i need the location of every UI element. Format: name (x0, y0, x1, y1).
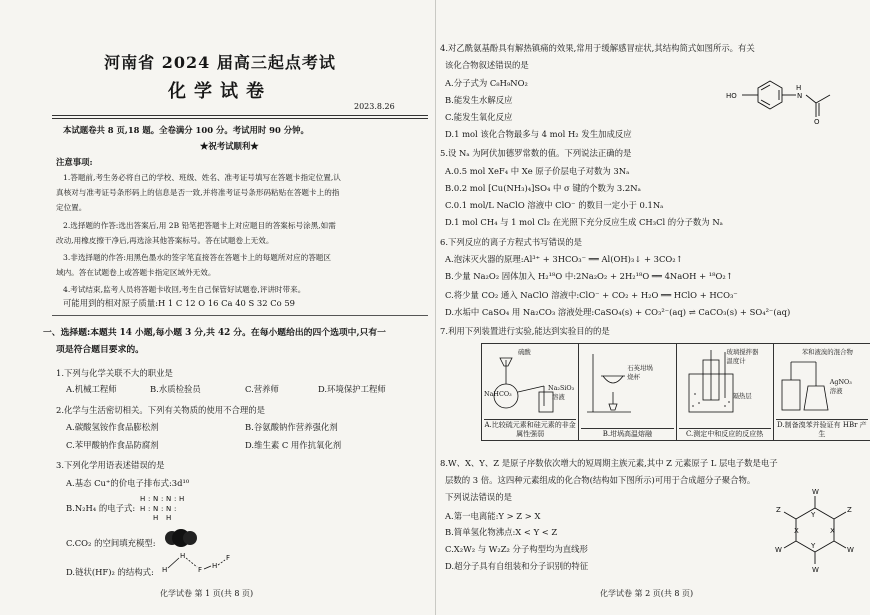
page-footer: 化学试卷 第 1 页(共 8 页) (160, 589, 254, 598)
apparatus-d-icon (776, 346, 870, 418)
option-c: C.能发生氧化反应 (445, 112, 513, 122)
note-line: 3.非选择题的作答:用黑色墨水的签字笔直接答在答题卡上的每题所对应的答题区 (63, 253, 331, 262)
note-line: 真核对与准考证号条形码上的信息是否一致,并将准考证号条形码粘贴在答题卡上的指 (56, 188, 340, 197)
svg-text::: : (148, 505, 151, 513)
option-a: A.基态 Cu⁺的价电子排布式:3d¹⁰ (66, 478, 190, 488)
hf-hydrogen-bond-diagram (160, 550, 240, 576)
label-item-2: 温度计 (726, 357, 746, 365)
left-page (0, 0, 430, 615)
svg-text:H: H (140, 505, 146, 513)
svg-text:F: F (226, 554, 231, 562)
option-b: B.少量 Na₂O₂ 固体加入 H₂¹⁸O 中:2Na₂O₂ + 2H₂¹⁸O ══ 4NaOH + ¹⁸O₂↑ (445, 271, 733, 281)
note-line: 2.选择题的作答:选出答案后,用 2B 铅笔把答题卡上对应题目的答案标号涂黑,如需 (63, 221, 336, 230)
question-8: 8.W、X、Y、Z 是原子序数依次增大的短周期主族元素,其中 Z 元素原子 L 层电子数是电子 (440, 458, 778, 468)
option-c: C.将少量 CO₂ 通入 NaClO 溶液中:ClO⁻ + CO₂ + H₂O ══ HClO + HCO₃⁻ (445, 290, 738, 300)
option-d: D.水垢中 CaSO₄ 用 Na₂CO₃ 溶液处理:CaSO₄(s) + CO₃²⁻(aq) ⇌ CaCO₃(s) + SO₄²⁻(aq) (445, 307, 791, 317)
svg-text::: : (174, 505, 177, 513)
svg-text:H: H (153, 514, 159, 522)
svg-text:Z: Z (776, 506, 781, 514)
svg-text:H: H (162, 566, 168, 574)
svg-text:N: N (797, 92, 803, 100)
section-rule (52, 315, 428, 316)
option-b: B.能发生水解反应 (445, 95, 513, 105)
note-line: 定位置。 (56, 203, 87, 212)
option-a: A.第一电离能:Y > Z > X (445, 511, 541, 521)
question-1: 1.下列与化学关联不大的职业是 (56, 368, 173, 378)
svg-text:N: N (166, 505, 172, 513)
option-c: C.0.1 mol/L NaClO 溶液中 ClO⁻ 的数目一定小于 0.1Nₐ (445, 200, 664, 210)
section-heading-cont: 项是符合题目要求的。 (56, 345, 144, 355)
option-d: D.维生素 C 用作抗氧化剂 (245, 440, 342, 450)
label-item: 石英坩埚 (627, 364, 653, 372)
question-8-cont: 层数的 3 倍。这四种元素组成的化合物(结构如下图所示)可用于合成超分子聚合物。 (445, 475, 756, 485)
option-d: D.1 mol 该化合物最多与 4 mol H₂ 发生加成反应 (445, 129, 632, 139)
svg-text:X: X (830, 527, 835, 535)
figure-b (579, 344, 676, 440)
label-acid: 硫酸 (518, 348, 531, 356)
note-line: 4.考试结束,监考人员将答题卡收回,考生自己保管好试题卷,评讲时带来。 (63, 285, 306, 294)
label-item: 苯和液溴的混合物 (801, 348, 853, 356)
option-a: A.泡沫灭火器的原理:Al³⁺ + 3HCO₃⁻ ══ Al(OH)₃↓ + 3CO₂↑ (445, 254, 683, 264)
svg-text:X: X (794, 527, 799, 535)
experiment-figures (481, 343, 870, 441)
option-b: B.水质检验员 (150, 384, 201, 394)
n2h4-electron-structure (138, 494, 188, 522)
svg-text:W: W (812, 566, 819, 574)
svg-text:Z: Z (847, 506, 852, 514)
svg-text:Y: Y (811, 542, 816, 550)
option-c: C.苯甲酸钠作食品防腐剂 (66, 440, 159, 450)
option-b: B.谷氨酸钠作营养强化剂 (245, 422, 338, 432)
option-a: A.碳酸氢铵作食品膨松剂 (66, 422, 159, 432)
notes-heading: 注意事项: (56, 157, 93, 167)
svg-text:F: F (198, 566, 203, 574)
svg-text:HO: HO (726, 92, 737, 100)
svg-text:N: N (166, 495, 172, 503)
figure-c (677, 344, 774, 440)
option-c: C.X₂W₂ 与 W₂Z₂ 分子构型均为直线形 (445, 544, 588, 554)
svg-text:H: H (166, 514, 172, 522)
label-solution-2: 溶液 (552, 393, 565, 401)
option-a: A.机械工程师 (66, 384, 117, 394)
exam-date: 2023.8.26 (354, 102, 395, 111)
svg-text:Y: Y (811, 511, 816, 519)
header-rule (52, 115, 428, 116)
option-c: C.营养师 (245, 384, 279, 394)
question-5: 5.设 Nₐ 为阿伏加德罗常数的值。下列说法正确的是 (440, 148, 632, 158)
svg-text::: : (148, 495, 151, 503)
question-8-prompt: 下列说法错误的是 (445, 492, 512, 502)
svg-text:N: N (153, 505, 159, 513)
svg-text::: : (161, 495, 164, 503)
label-item: 玻璃搅拌器 (726, 348, 759, 356)
label-item-3: 溶液 (829, 387, 843, 395)
note-line: 改动,用橡皮擦干净后,再选涂其他答案标号。答在试题卷上无效。 (56, 236, 274, 245)
exam-subject: 化学试卷 (168, 81, 272, 102)
svg-text::: : (174, 495, 177, 503)
label-item-2: AgNO₃ (829, 378, 852, 386)
svg-text:W: W (847, 546, 854, 554)
svg-text:N: N (153, 495, 159, 503)
section-heading: 一、选择题:本题共 14 小题,每小题 3 分,共 42 分。在每小题给出的四个选项中,只有一 (43, 328, 386, 338)
question-7: 7.利用下列装置进行实验,能达到实验目的的是 (440, 326, 610, 336)
svg-text:W: W (812, 488, 819, 496)
option-d: D.链状(HF)₂ 的结构式: (66, 567, 154, 577)
question-4-cont: 该化合物叙述错误的是 (445, 60, 529, 70)
option-a: A.分子式为 C₈H₉NO₂ (445, 78, 528, 88)
ring-compound-structure (770, 486, 860, 578)
option-d: D.1 mol CH₄ 与 1 mol Cl₂ 在光照下充分反应生成 CH₃Cl 的分子数为 Nₐ (445, 217, 723, 227)
acetaminophen-structure (710, 70, 860, 125)
apparatus-a-icon (484, 346, 578, 418)
figure-b-caption: B.坩埚高温熔融 (581, 428, 673, 439)
svg-text:O: O (814, 118, 820, 125)
svg-text::: : (161, 505, 164, 513)
figure-a (482, 344, 579, 440)
question-4: 4.对乙酰氨基酚具有解热镇痛的效果,常用于缓解感冒症状,其结构简式如图所示。有关 (440, 43, 755, 53)
apparatus-b-icon (581, 346, 675, 418)
header-rule (52, 118, 428, 119)
option-c: C.CO₂ 的空间填充模型: (66, 538, 156, 548)
option-d: D.环境保护工程师 (318, 384, 386, 394)
option-a: A.0.5 mol XeF₄ 中 Xe 原子价层电子对数为 3Nₐ (445, 166, 630, 176)
svg-text:H: H (212, 562, 218, 570)
option-b: B.N₂H₄ 的电子式: (66, 503, 136, 513)
question-3: 3.下列化学用语表述错误的是 (56, 460, 165, 470)
label-solution: Na₂SiO₃ (548, 384, 575, 392)
label-reagent: NaHCO₃ (484, 390, 512, 398)
figure-d-caption: D.制备溴苯并验证有 HBr 产生 (777, 421, 867, 438)
right-page (440, 0, 870, 615)
question-2: 2.化学与生活密切相关。下列有关物质的使用不合理的是 (56, 405, 265, 415)
svg-text:H: H (180, 552, 186, 560)
label-item-3: 隔热层 (732, 392, 752, 400)
svg-text:W: W (775, 546, 782, 554)
svg-text:H: H (179, 495, 185, 503)
page-footer: 化学试卷 第 2 页(共 8 页) (600, 589, 694, 598)
figure-d (774, 344, 870, 440)
note-line: 1.答题前,考生务必将自己的学校、班级、姓名、准考证号填写在答题卡指定位置,认 (63, 173, 341, 182)
label-item-2: 烧杯 (627, 373, 641, 381)
figure-a-caption: A.比较硫元素和硅元素的非金属性强弱 (484, 421, 576, 438)
page-divider (435, 0, 436, 615)
svg-text:H: H (796, 84, 802, 92)
good-luck: ★祝考试顺利★ (200, 141, 259, 151)
option-b: B.简单氢化物沸点:X < Y < Z (445, 527, 558, 537)
exam-info: 本试题卷共 8 页,18 题。全卷满分 100 分。考试用时 90 分钟。 (63, 125, 309, 135)
figure-c-caption: C.测定中和反应的反应热 (679, 428, 771, 439)
co2-space-filling-model (163, 528, 199, 548)
atomic-masses: 可能用到的相对原子质量:H 1 C 12 O 16 Ca 40 S 32 Co 59 (63, 298, 296, 308)
option-d: D.超分子具有自组装和分子识别的特征 (445, 561, 589, 571)
svg-text:H: H (140, 495, 146, 503)
option-b: B.0.2 mol [Cu(NH₃)₄]SO₄ 中 σ 键的个数为 3.2Nₐ (445, 183, 641, 193)
apparatus-c-icon (679, 346, 773, 418)
note-line: 域内。答在试题卷上或答题卡指定区域外无效。 (56, 268, 216, 277)
exam-title: 河南省 2024 届高三起点考试 (104, 53, 336, 72)
question-6: 6.下列反应的离子方程式书写错误的是 (440, 237, 582, 247)
